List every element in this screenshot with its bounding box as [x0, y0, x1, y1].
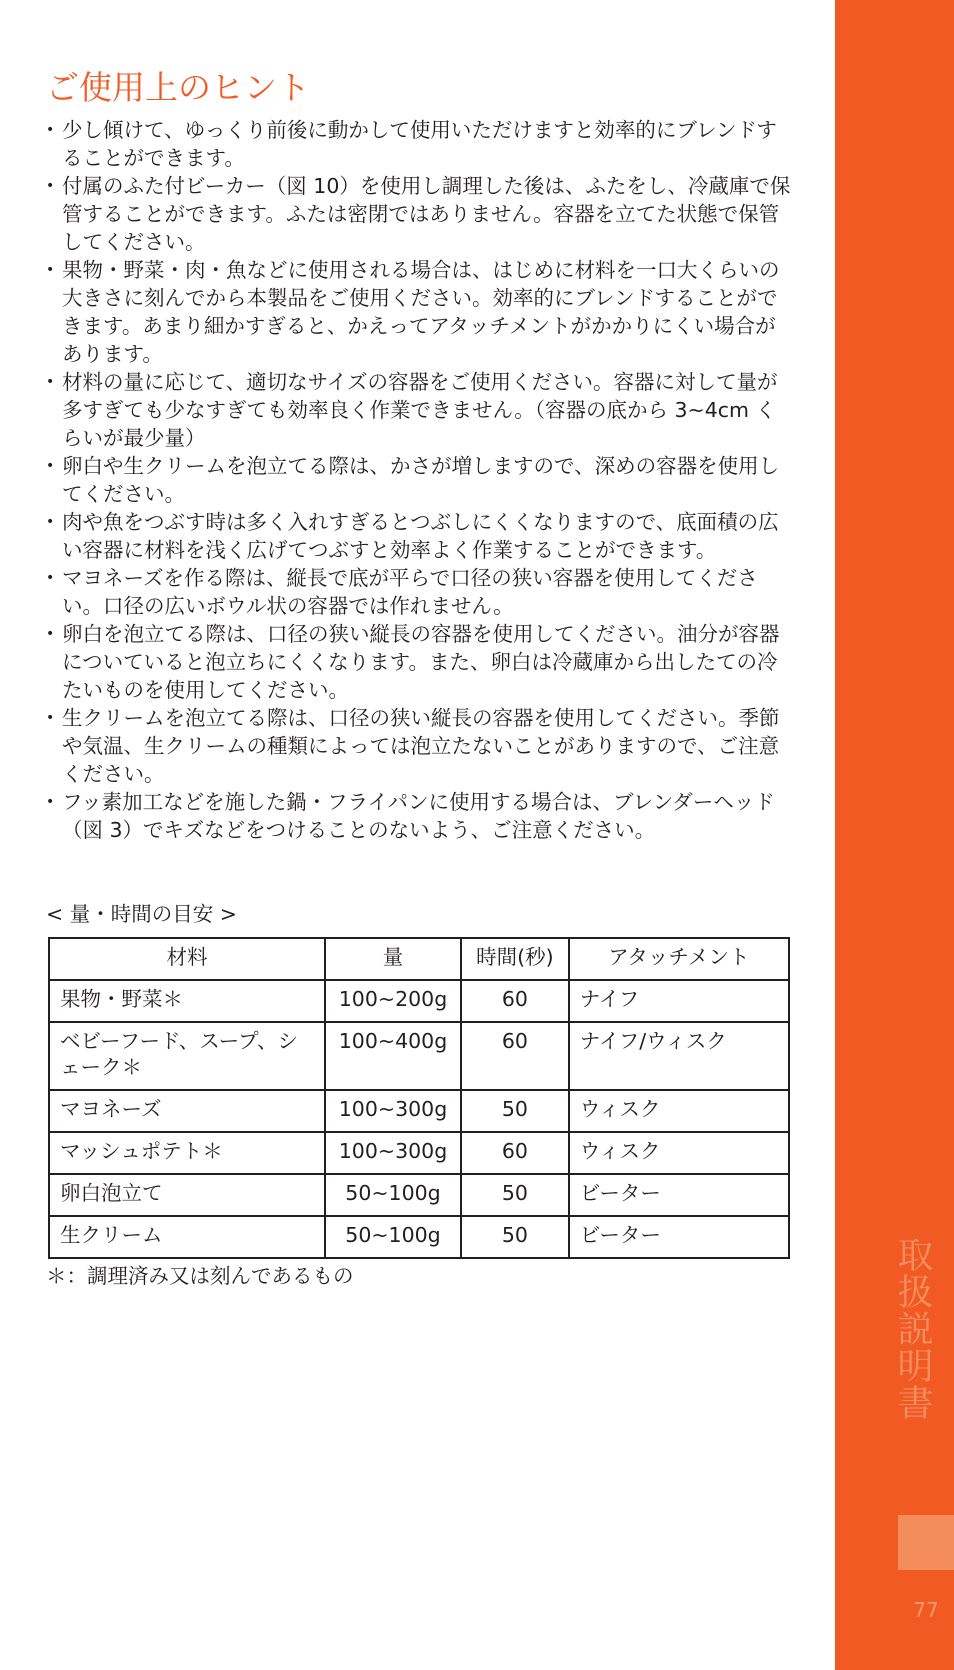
sidebar-title: 取扱説明書 — [892, 1236, 933, 1421]
cell-quantity: 50~100g — [325, 1216, 461, 1258]
hint-item: • 果物・野菜・肉・魚などに使用される場合は、はじめに材料を一口大くらいの大きさに刻んでから本製品をご使用ください。効率的にブレンドすることができます。あまり細かすぎると、かえってアタッチメントがかかりにくい場合があります。 — [46, 256, 791, 368]
cell-ingredient: 卵白泡立て — [49, 1174, 325, 1216]
page-title: ご使用上のヒント — [46, 68, 310, 107]
cell-attachment: ウィスク — [569, 1132, 789, 1174]
cell-quantity: 100~300g — [325, 1132, 461, 1174]
hint-item: • 卵白を泡立てる際は、口径の狭い縦長の容器を使用してください。油分が容器についていると泡立ちにくくなります。また、卵白は冷蔵庫から出したての冷たいものを使用してください。 — [46, 620, 791, 704]
header-attachment: アタッチメント — [569, 938, 789, 980]
cell-ingredient: ベビーフード、スープ、シェーク＊ — [49, 1022, 325, 1090]
cell-attachment: ウィスク — [569, 1090, 789, 1132]
page-number: 77 — [913, 1598, 939, 1622]
hint-item: • 材料の量に応じて、適切なサイズの容器をご使用ください。容器に対して量が多すぎても少なすぎても効率良く作業できません。（容器の底から 3~4cm くらいが最少量） — [46, 368, 791, 452]
table-row — [49, 1216, 789, 1258]
quantity-time-table — [48, 937, 790, 1259]
cell-time: 60 — [461, 980, 569, 1022]
cell-quantity: 100~300g — [325, 1090, 461, 1132]
table-row — [49, 1090, 789, 1132]
table-row — [49, 1132, 789, 1174]
cell-time: 50 — [461, 1090, 569, 1132]
cell-time: 50 — [461, 1174, 569, 1216]
cell-time: 60 — [461, 1132, 569, 1174]
cell-quantity: 50~100g — [325, 1174, 461, 1216]
hint-item: • 肉や魚をつぶす時は多く入れすぎるとつぶしにくくなりますので、底面積の広い容器に材料を浅く広げてつぶすと効率よく作業することができます。 — [46, 508, 791, 564]
table-row — [49, 1174, 789, 1216]
hint-item: • 少し傾けて、ゆっくり前後に動かして使用いただけますと効率的にブレンドすることができます。 — [46, 116, 791, 172]
header-quantity: 量 — [325, 938, 461, 980]
hint-item: • フッ素加工などを施した鍋・フライパンに使用する場合は、ブレンダーヘッド（図 3）でキズなどをつけることのないよう、ご注意ください。 — [46, 788, 791, 844]
hint-list — [46, 116, 791, 844]
table-row — [49, 1022, 789, 1090]
hint-item: • マヨネーズを作る際は、縦長で底が平らで口径の狭い容器を使用してください。口径の広いボウル状の容器では作れません。 — [46, 564, 791, 620]
table-header-row — [49, 938, 789, 980]
cell-attachment: ビーター — [569, 1216, 789, 1258]
table-caption: < 量・時間の目安 > — [46, 902, 237, 926]
sidebar-tab-marker — [898, 1515, 954, 1570]
header-ingredient: 材料 — [49, 938, 325, 980]
footnote: ＊：調理済み又は刻んであるもの — [46, 1264, 354, 1288]
cell-ingredient: 生クリーム — [49, 1216, 325, 1258]
cell-time: 50 — [461, 1216, 569, 1258]
hint-item: • 付属のふた付ビーカー（図 10）を使用し調理した後は、ふたをし、冷蔵庫で保管することができます。ふたは密閉ではありません。容器を立てた状態で保管してください。 — [46, 172, 791, 256]
cell-attachment: ビーター — [569, 1174, 789, 1216]
hint-item: • 生クリームを泡立てる際は、口径の狭い縦長の容器を使用してください。季節や気温、生クリームの種類によっては泡立たないことがありますので、ご注意ください。 — [46, 704, 791, 788]
hint-item: • 卵白や生クリームを泡立てる際は、かさが増しますので、深めの容器を使用してください。 — [46, 452, 791, 508]
cell-ingredient: マヨネーズ — [49, 1090, 325, 1132]
cell-time: 60 — [461, 1022, 569, 1090]
table-row — [49, 980, 789, 1022]
cell-attachment: ナイフ — [569, 980, 789, 1022]
cell-attachment: ナイフ/ウィスク — [569, 1022, 789, 1090]
cell-quantity: 100~200g — [325, 980, 461, 1022]
cell-quantity: 100~400g — [325, 1022, 461, 1090]
cell-ingredient: マッシュポテト＊ — [49, 1132, 325, 1174]
header-time: 時間(秒) — [461, 938, 569, 980]
cell-ingredient: 果物・野菜＊ — [49, 980, 325, 1022]
